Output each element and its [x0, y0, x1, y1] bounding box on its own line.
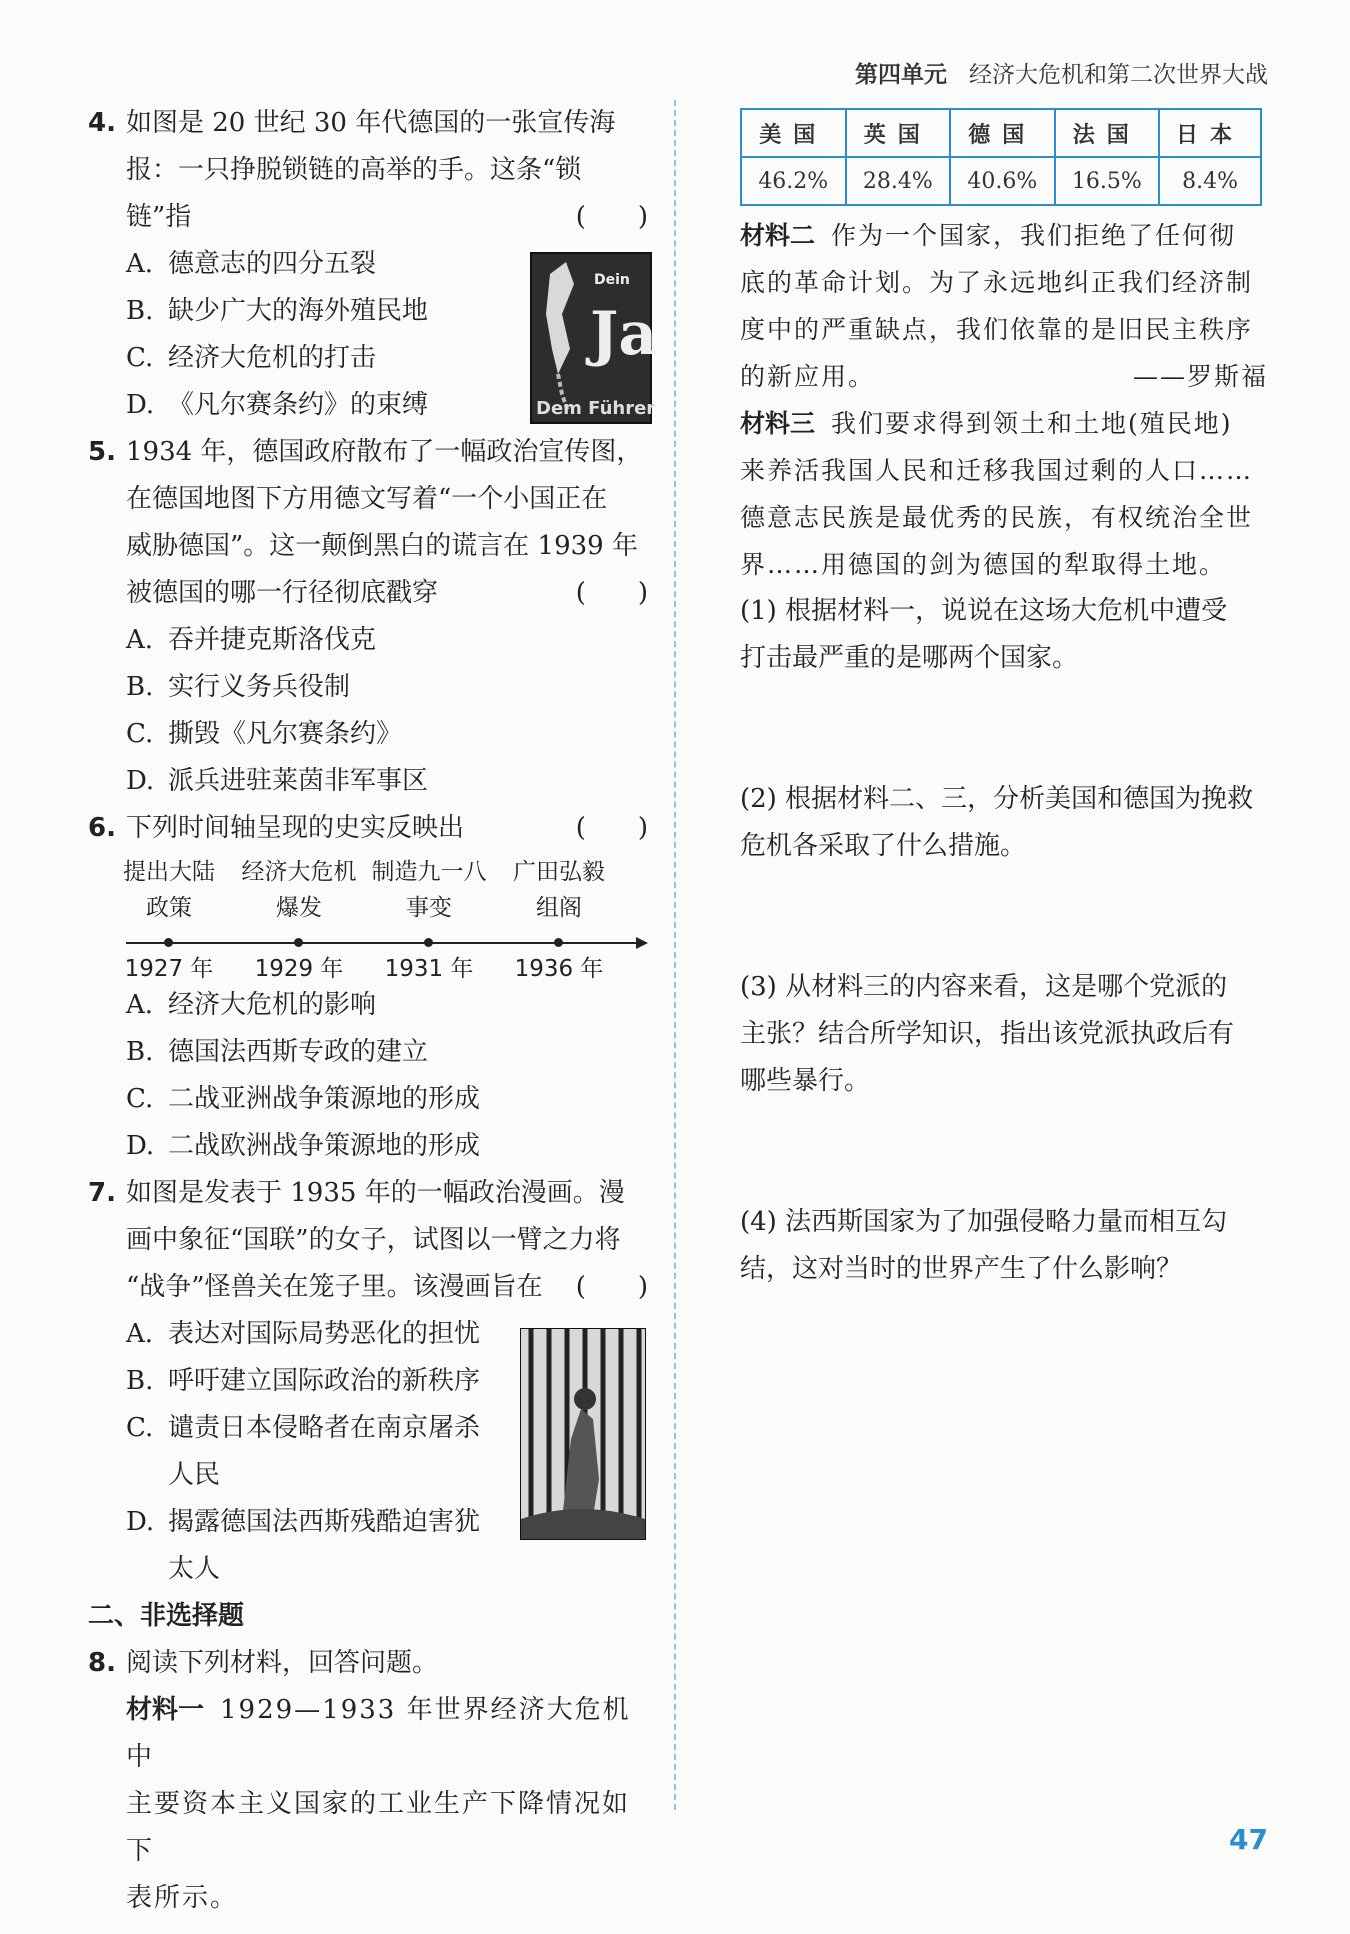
option-d[interactable]	[88, 1123, 648, 1170]
material-label: 材料二	[740, 221, 816, 250]
sub-question-text: 结，这对当时的世界产生了什么影响？	[740, 1254, 1183, 1284]
timeline-dot	[164, 938, 173, 947]
option-letter: A.	[126, 990, 154, 1020]
option-letter: D.	[126, 766, 155, 796]
question-number: 6.	[88, 813, 116, 843]
option-letter: B.	[126, 296, 154, 326]
timeline-event: 经济大危机 爆发	[241, 859, 357, 921]
sub-question-text: (4) 法西斯国家为了加强侵略力量而相互勾	[740, 1207, 1228, 1237]
question-number: 7.	[88, 1178, 116, 1208]
question-stem: 报：一只挣脱锁链的高举的手。这条“锁	[126, 155, 582, 185]
option-c-continued: 人民	[168, 1460, 221, 1490]
option-text: 呼吁建立国际政治的新秩序	[168, 1366, 481, 1396]
timeline-event: 制造九一八 事变	[371, 859, 487, 921]
material-text: 作为一个国家，我们拒绝了任何彻	[831, 221, 1237, 250]
material-text: 度中的严重缺点，我们依靠的是旧民主秩序	[740, 315, 1254, 344]
question-stem: 链”指	[126, 202, 192, 232]
question-stem: 1934 年，德国政府散布了一幅政治宣传图，	[126, 437, 643, 467]
svg-text:Dem Führer: Dem Führer	[536, 398, 656, 419]
propaganda-poster-image	[530, 252, 658, 424]
question-stem: “战争”怪兽关在笼子里。该漫画旨在	[126, 1272, 543, 1302]
table-cell: 28.4%	[846, 157, 951, 205]
option-c[interactable]	[88, 1076, 648, 1123]
question-stem: 如图是 20 世纪 30 年代德国的一张宣传海	[126, 108, 616, 138]
answer-blank[interactable]: ( )	[575, 202, 648, 232]
question-number: 8.	[88, 1648, 116, 1678]
option-letter: B.	[126, 1366, 154, 1396]
sub-question-text: 哪些暴行。	[740, 1066, 871, 1096]
option-text: 德国法西斯专政的建立	[168, 1037, 429, 1067]
sub-question-2	[740, 776, 1268, 870]
sub-question-1	[740, 588, 1268, 682]
option-letter: B.	[126, 672, 154, 702]
option-text: 派兵进驻莱茵非军事区	[168, 766, 429, 796]
table-cell: 8.4%	[1159, 157, 1261, 205]
option-text: 吞并捷克斯洛伐克	[168, 625, 377, 655]
material-text: 德意志民族是最优秀的民族，有权统治全世	[740, 503, 1254, 532]
timeline-dot	[424, 938, 433, 947]
sub-question-text: (2) 根据材料二、三，分析美国和德国为挽救	[740, 784, 1254, 814]
question-6	[88, 805, 648, 852]
timeline-arrow-icon	[636, 937, 648, 949]
section-heading: 二、非选择题	[88, 1601, 245, 1631]
option-text: 揭露德国法西斯残酷迫害犹	[168, 1507, 481, 1537]
option-text: 实行义务兵役制	[168, 672, 351, 702]
table-header-cell: 德国	[950, 109, 1055, 157]
material-text: 我们要求得到领土和土地(殖民地)	[831, 409, 1233, 438]
option-text: 经济大危机的影响	[168, 990, 377, 1020]
material-text: 1929—1933 年世界经济大危机中	[126, 1695, 631, 1772]
option-a[interactable]	[88, 617, 648, 664]
answer-space[interactable]	[740, 870, 1268, 964]
option-text: 缺少广大的海外殖民地	[168, 296, 429, 326]
option-text: 德意志的四分五裂	[168, 249, 377, 279]
table-row	[741, 157, 1261, 205]
option-letter: C.	[126, 343, 154, 373]
question-stem: 被德国的哪一行径彻底戳穿	[126, 578, 439, 608]
page-header	[855, 56, 1268, 89]
material-text: 表所示。	[126, 1883, 239, 1913]
material-text: 主要资本主义国家的工业生产下降情况如下	[126, 1789, 631, 1866]
sub-question-text: (1) 根据材料一，说说在这场大危机中遭受	[740, 596, 1228, 626]
production-decline-table	[740, 108, 1262, 206]
timeline-year: 1936 年	[514, 956, 604, 982]
league-of-nations-cartoon-image	[520, 1328, 646, 1540]
answer-space[interactable]	[740, 1105, 1268, 1199]
option-letter: D.	[126, 1131, 155, 1161]
sub-question-text: 危机各采取了什么措施。	[740, 831, 1027, 861]
material-1	[88, 1687, 648, 1922]
option-text: 表达对国际局势恶化的担忧	[168, 1319, 481, 1349]
material-source: ——罗斯福	[1132, 362, 1268, 391]
answer-blank[interactable]: ( )	[575, 813, 648, 843]
question-stem: 在德国地图下方用德文写着“一个小国正在	[126, 484, 608, 514]
timeline-event: 广田弘毅 组阁	[513, 859, 605, 921]
sub-question-text: 打击最严重的是哪两个国家。	[740, 643, 1079, 673]
option-letter: D.	[126, 1507, 155, 1537]
question-stem: 阅读下列材料，回答问题。	[126, 1648, 439, 1678]
table-cell: 40.6%	[950, 157, 1055, 205]
material-text: 界……用德国的剑为德国的犁取得土地。	[740, 550, 1227, 579]
option-letter: A.	[126, 625, 154, 655]
material-text: 底的革命计划。为了永远地纠正我们经济制	[740, 268, 1254, 297]
option-letter: A.	[126, 1319, 154, 1349]
question-stem: 画中象征“国联”的女子，试图以一臂之力将	[126, 1225, 621, 1255]
question-stem: 下列时间轴呈现的史实反映出	[126, 813, 465, 843]
material-label: 材料三	[740, 409, 816, 438]
page-number: 47	[1229, 1823, 1268, 1856]
svg-text:Dein: Dein	[594, 272, 630, 288]
question-stem: 威胁德国”。这一颠倒黑白的谎言在 1939 年	[126, 531, 638, 561]
question-stem: 如图是发表于 1935 年的一幅政治漫画。漫	[126, 1178, 625, 1208]
svg-text:Ja: Ja	[590, 299, 658, 369]
option-letter: A.	[126, 249, 154, 279]
question-4	[88, 100, 648, 241]
question-7	[88, 1170, 648, 1311]
table-header-cell: 英国	[846, 109, 951, 157]
unit-title: 经济大危机和第二次世界大战	[969, 62, 1268, 88]
table-header-cell: 美国	[741, 109, 846, 157]
timeline-dot	[294, 938, 303, 947]
table-cell: 16.5%	[1055, 157, 1160, 205]
option-letter: D.	[126, 390, 155, 420]
answer-space[interactable]	[740, 682, 1268, 776]
unit-label: 第四单元	[855, 62, 947, 88]
option-text: 经济大危机的打击	[168, 343, 377, 373]
table-header-cell: 法国	[1055, 109, 1160, 157]
material-2	[740, 212, 1268, 400]
right-column	[740, 108, 1268, 1293]
question-5	[88, 429, 648, 617]
material-text: 的新应用。	[740, 362, 876, 391]
question-8	[88, 1640, 648, 1687]
option-text: 谴责日本侵略者在南京屠杀	[168, 1413, 481, 1443]
answer-blank[interactable]: ( )	[575, 1272, 648, 1302]
table-header-row	[741, 109, 1261, 157]
material-label: 材料一	[126, 1695, 205, 1725]
option-text: 撕毁《凡尔赛条约》	[168, 719, 403, 749]
column-divider	[674, 100, 676, 1810]
option-text: 二战亚洲战争策源地的形成	[168, 1084, 481, 1114]
timeline-event: 提出大陆 政策	[123, 859, 215, 921]
option-letter: B.	[126, 1037, 154, 1067]
answer-blank[interactable]: ( )	[575, 578, 648, 608]
table-header-cell: 日本	[1159, 109, 1261, 157]
option-letter: C.	[126, 719, 154, 749]
option-b[interactable]	[88, 1029, 648, 1076]
timeline-year: 1929 年	[254, 956, 344, 982]
option-d-continued: 太人	[168, 1554, 221, 1584]
option-text: 二战欧洲战争策源地的形成	[168, 1131, 481, 1161]
sub-question-text: (3) 从材料三的内容来看，这是哪个党派的	[740, 972, 1228, 1002]
sub-question-text: 主张？结合所学知识，指出该党派执政后有	[740, 1019, 1235, 1049]
material-text: 来养活我国人民和迁移我国过剩的人口……	[740, 456, 1254, 485]
sub-question-4	[740, 1199, 1268, 1293]
option-letter: C.	[126, 1413, 154, 1443]
option-text: 《凡尔赛条约》的束缚	[168, 390, 429, 420]
question-number: 5.	[88, 437, 116, 467]
timeline-dot	[554, 938, 563, 947]
material-3	[740, 400, 1268, 588]
option-c[interactable]	[88, 711, 648, 758]
question-number: 4.	[88, 108, 116, 138]
timeline-year: 1931 年	[384, 956, 474, 982]
sub-question-3	[740, 964, 1268, 1105]
option-letter: C.	[126, 1084, 154, 1114]
option-b[interactable]	[88, 664, 648, 711]
table-cell: 46.2%	[741, 157, 846, 205]
option-d[interactable]	[88, 758, 648, 805]
option-a[interactable]	[88, 982, 648, 1029]
timeline	[123, 854, 648, 982]
timeline-year: 1927 年	[124, 956, 214, 982]
